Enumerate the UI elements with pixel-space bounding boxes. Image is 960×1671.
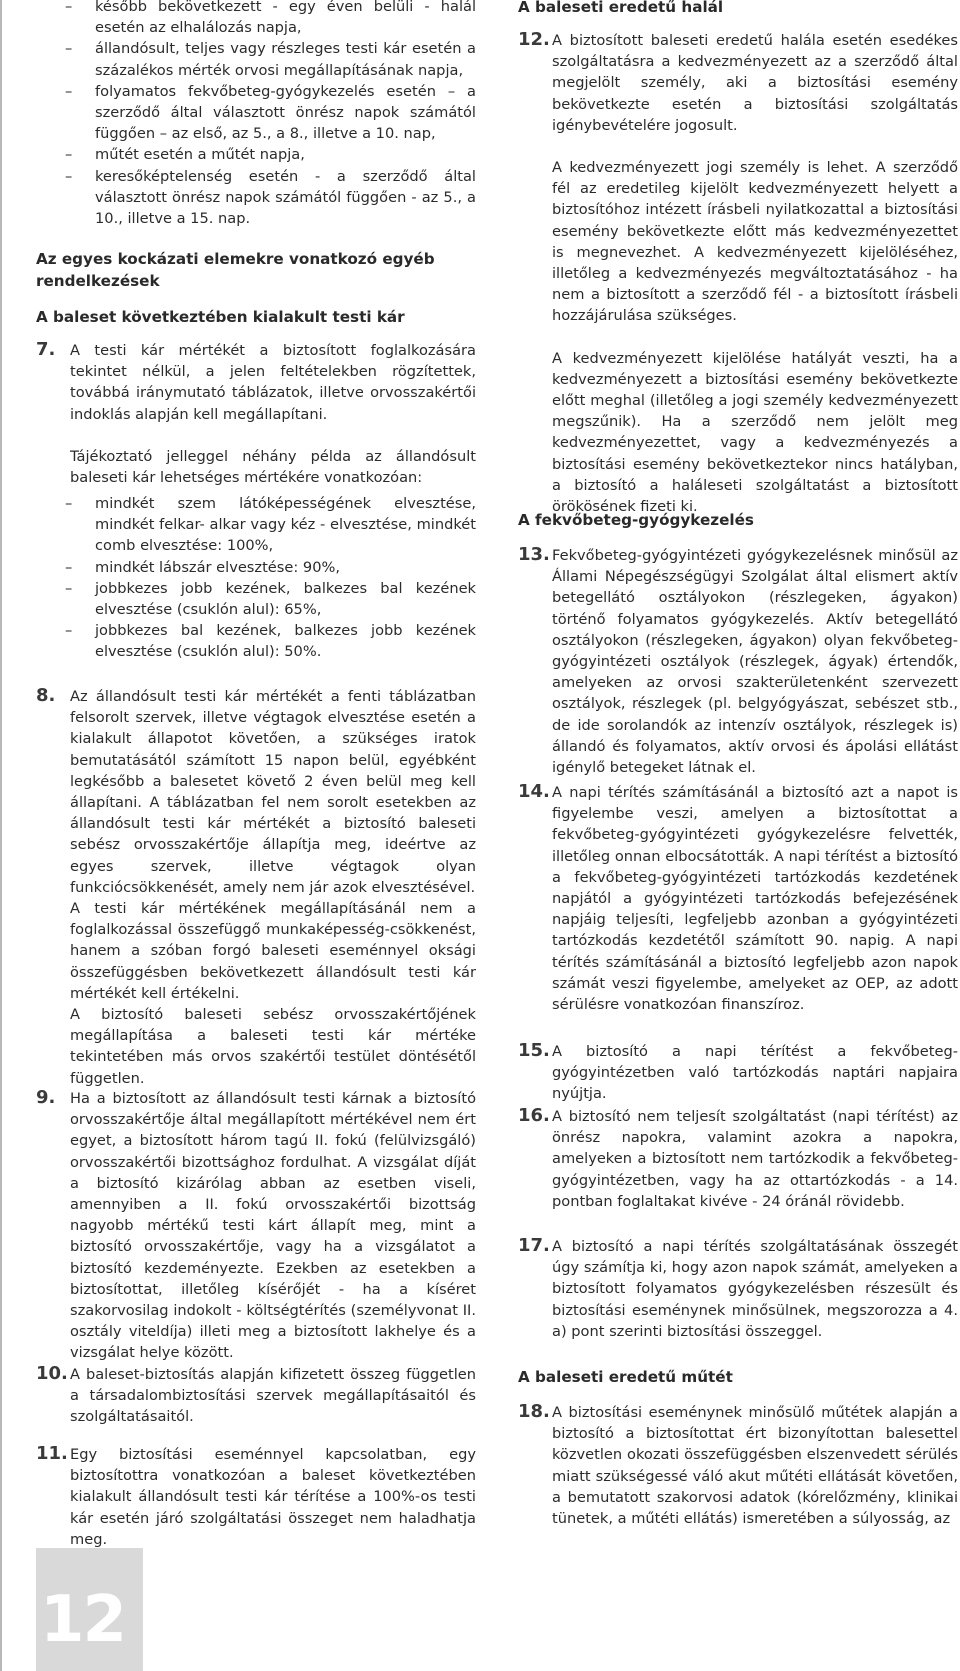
- clause-text: A testi kár mértékének megállapításánál nem a foglalkozással összefüggő munkaképesség-csökkenést, hanem a szóban forgó baleseti eseménnyel oksági összefüggésben bekövetkezett állandósult testi kár mértékét kell értékelni.: [70, 900, 476, 1002]
- section-heading: A fekvőbeteg-gyógykezelés: [518, 511, 754, 529]
- clause-text: A napi térítés számításánál a biztosító azt a napot is figyelembe veszi, amelyen a biztosítottat a fekvőbeteg-gyógyintézeti gyógykezelésre felvették, illetőleg onnan elbocsátották. A napi térítést a biztosító a fekvőbeteg-gyógyintézeti tartózkodás kezdetének napjától a gyógyintézeti tartózkodás befejezésének napjáig teljesíti, legfeljebb azonban a gyógyintézeti tartózkodás kezdetétől számított 90. napig. A napi térítés számításánál a biztosító legfeljebb azon napok számát veszi figyelembe, amelyeket az OEP, az adott sérülésre vonatkozóan finanszíroz.: [552, 784, 958, 1014]
- clause-number: 14.: [518, 781, 550, 802]
- clause-13: [518, 545, 958, 778]
- clause-number: 13.: [518, 544, 550, 565]
- list-item: – mindkét lábszár elvesztése: 90%,: [36, 557, 476, 578]
- clause-12: [518, 30, 958, 517]
- list-item: – jobbkezes jobb kezének, balkezes bal kezének elvesztése (csuklón alul): 65%,: [36, 578, 476, 620]
- clause-number: 18.: [518, 1401, 550, 1422]
- clause-number: 11.: [36, 1443, 68, 1464]
- section-heading: A baleseti eredetű műtét: [518, 1368, 733, 1386]
- clause-text: A biztosító baleseti sebész orvosszakértőjének megállapítása a baleseti testi kár mértéke tekintetében más orvos szakértői testület döntésétől független.: [70, 1006, 476, 1087]
- clause-7: [36, 340, 476, 488]
- clause-14: [518, 782, 958, 1015]
- clause-text: A biztosító nem teljesít szolgáltatást (napi térítést) az önrész napokra, valamint azokra a napokra, amelyeken a biztosított nem tartózkodik a fekvőbeteg-gyógyintézetben, vagy ha az ottartózkodás - a 14. pontban foglaltakat kivéve - 24 óránál rövidebb.: [552, 1108, 958, 1210]
- clause-11: [36, 1444, 476, 1550]
- list-item: – folyamatos fekvőbeteg-gyógykezelés esetén – a szerződő által választott önrész napok számától függően – az első, az 5., a 8., illetve a 10. nap,: [36, 81, 476, 145]
- clause-9: [36, 1088, 476, 1364]
- dash-list-2: [36, 493, 476, 663]
- clause-number: 8.: [36, 685, 56, 706]
- clause-text: A testi kár mértékét a biztosított foglalkozására tekintet nélkül, a jelen feltételekben rögzítettek, továbbá iránymutató táblázatok, illetve orvosszakértői indoklás alapján kell megállapítani.: [70, 342, 476, 423]
- clause-number: 9.: [36, 1087, 56, 1108]
- clause-10: [36, 1364, 476, 1428]
- clause-text: A biztosítási eseménynek minősülő műtétek alapján a biztosító a biztosítottat ért bizonyítottan balesettel közvetlen okozati összefüggésben elszenvedett sérülés miatt szükségessé váló akut műtéti ellátását követően, a bemutatott szakorvosi adatok (kórelőzmény, klinikai tünetek, a műtéti ellátás) ismeretében a súlyosság, az: [552, 1404, 958, 1528]
- clause-text: A biztosító a napi térítést a fekvőbeteg-gyógyintézetben való tartózkodás naptári napjaira nyújtja.: [552, 1043, 958, 1103]
- clause-15: [518, 1041, 958, 1105]
- section-subheading: A baleset következtében kialakult testi kár: [36, 308, 405, 326]
- section-heading: A baleseti eredetű halál: [518, 0, 724, 16]
- left-margin-rule: [0, 0, 2, 1671]
- section-heading: Az egyes kockázati elemekre vonatkozó egyéb rendelkezések: [36, 250, 435, 290]
- clause-17: [518, 1236, 958, 1342]
- clause-16: [518, 1106, 958, 1212]
- clause-text: A biztosított baleseti eredetű halála esetén esedékes szolgáltatásra a kedvezményezett az a szerződő által megjelölt személy, aki a biztosítási esemény bekövetkezte esetén a biztosítási szolgáltatás igénybevételére jogosult.: [552, 32, 958, 134]
- clause-text: Fekvőbeteg-gyógyintézeti gyógykezelésnek minősül az Állami Népegészségügyi Szolgálat által elismert aktív betegellátó osztályokon (részlegeken, ágyakon) történő folyamatos gyógykezelés. Aktív betegellátó osztályokon (részlegeken, ágyakon) olyan fekvőbeteg-gyógyintézeti osztályok (részlegek, ágyak) értendők, amelyeken az orvosi szakterületenként szervezett osztályok, részlegek (pl. belgyógyászat, sebészet stb., de ide sorolandók az intenzív osztályok, részlegek is) állandó és folyamatos, aktív orvosi és ápolási ellátást igénylő betegeket látnak el.: [552, 547, 958, 777]
- clause-text: A biztosító a napi térítés szolgáltatásának összegét úgy számítja ki, hogy azon napok számát, amelyeken a biztosított folyamatos gyógykezelésben részesült és biztosítási eseménynek minősülnek, megszorozza a 4. a) pont szerinti biztosítási összeggel.: [552, 1238, 958, 1340]
- list-item: – jobbkezes bal kezének, balkezes jobb kezének elvesztése (csuklón alul): 50%.: [36, 620, 476, 662]
- clause-text: Egy biztosítási eseménnyel kapcsolatban, egy biztosítottra vonatkozóan a baleset következtében kialakult állandósult testi kár térítése a 100%-os testi kár esetén járó szolgáltatási összeget nem haladhatja meg.: [70, 1446, 476, 1548]
- clause-number: 10.: [36, 1363, 68, 1384]
- clause-text: Tájékoztató jelleggel néhány példa az állandósult baleseti kár lehetséges mértékére vonatkozóan:: [70, 447, 476, 487]
- clause-number: 7.: [36, 339, 56, 360]
- clause-number: 15.: [518, 1040, 550, 1061]
- page-number: 12: [40, 1583, 126, 1657]
- clause-number: 17.: [518, 1235, 550, 1256]
- list-item: – később bekövetkezett - egy éven belüli - halál esetén az elhalálozás napja,: [36, 0, 476, 38]
- list-item: – mindkét szem látóképességének elvesztése, mindkét felkar- alkar vagy kéz - elvesztése, mindkét comb elvesztése: 100%,: [36, 493, 476, 557]
- list-item: – keresőképtelenség esetén - a szerződő által választott önrész napok számától függően - az 5., a 10., illetve a 15. nap.: [36, 166, 476, 230]
- clause-text: Az állandósult testi kár mértékét a fenti táblázatban felsorolt szervek, illetve végtagok elvesztése esetén a kialakult állapotot követően, a szükséges iratok bemutatásától számított 15 napon belül, egyébként legkésőbb a balesetet követő 2 éven belül meg kell állapítani. A táblázatban fel nem sorolt esetekben az állandósult testi kár mértékét a biztosító baleseti sebész orvosszakértője állapítja meg, ideértve az egyes szervek, illetve végtagok olyan funkciócsökkenését, amely nem jár azok elvesztésével.: [70, 688, 476, 896]
- page-number-box: [36, 1548, 143, 1671]
- clause-text: Ha a biztosított az állandósult testi kárnak a biztosító orvosszakértője által megállapított mértékével nem ért egyet, a biztosított három tagú II. fokú (felülvizsgáló) orvosszakértői bizottsághoz fordulhat. A vizsgálat díját a biztosító kizárólag abban az esetben viseli, amennyiben a II. fokú orvosszakértői bizottság nagyobb mértékű testi kárt állapít meg, mint a biztosító orvosszakértője, vagy ha a vizsgálatot a biztosító kezdeményezte. Ezekben az esetekben a biztosítottat, illetőleg kísérőjét - ha a kíséret szakorvosilag indokolt - költségtérítés (személyvonat II. osztály viteldíja) illeti meg a biztosított lakhelye és a vizsgálat helye között.: [70, 1090, 476, 1362]
- clause-number: 12.: [518, 29, 550, 50]
- clause-18: [518, 1402, 958, 1529]
- clause-text: A kedvezményezett jogi személy is lehet. A szerződő fél az eredetileg kijelölt kedvezményezett helyett a biztosítóhoz intézett írásbeli nyilatkozattal a biztosítási esemény bekövetkezte előtt más kedvezményezettet is megnevezhet. A kedvezményezett kijelöléséhez, illetőleg a kedvezményezés megváltoztatásához - ha nem a biztosított a szerződő fél - a biztosított írásbeli hozzájárulása szükséges.: [552, 159, 958, 325]
- dash-list-1: [36, 0, 476, 229]
- clause-text: A kedvezményezett kijelölése hatályát veszti, ha a kedvezményezett a biztosítási esemény bekövetkezte előtt meghal (illetőleg a jogi személy kedvezményezett megszűnik). Ha a szerződő nem jelölt meg kedvezményezettet, vagy a kedvezményezés a biztosítási esemény bekövetkeztekor nincs hatályban, a biztosító a haláleseti szolgáltatást a biztosított örökösének fizeti ki.: [552, 349, 958, 516]
- clause-8: [36, 686, 476, 1089]
- clause-number: 16.: [518, 1105, 550, 1126]
- list-item: – állandósult, teljes vagy részleges testi kár esetén a százalékos mérték orvosi megállapításának napja,: [36, 38, 476, 80]
- list-item: – műtét esetén a műtét napja,: [36, 144, 476, 165]
- clause-text: A baleset-biztosítás alapján kifizetett összeg független a társadalombiztosítási szervek megállapításaitól és szolgáltatásaitól.: [70, 1366, 476, 1426]
